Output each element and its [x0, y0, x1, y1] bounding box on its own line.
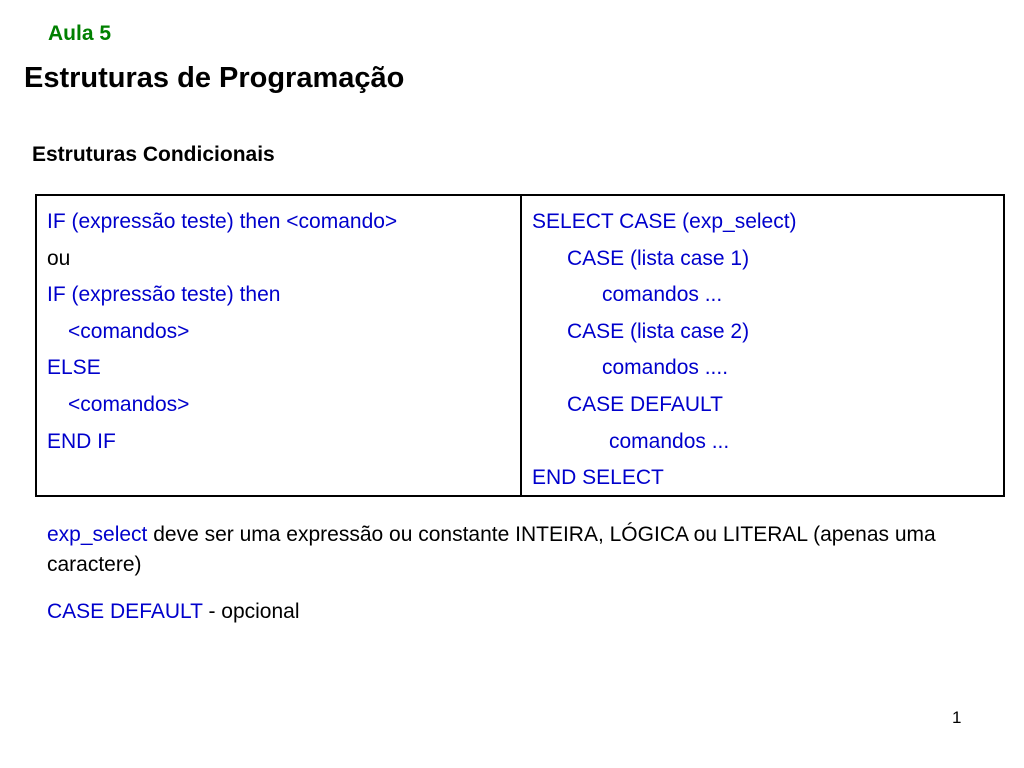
lesson-label: Aula 5	[48, 22, 112, 45]
note-keyword: exp_select	[47, 523, 148, 546]
select-case-column	[522, 196, 1003, 495]
note-text: - opcional	[202, 600, 300, 623]
commands-line: <comandos>	[68, 392, 190, 416]
commands-line: comandos ...	[602, 283, 723, 307]
exp-select-note	[47, 520, 997, 580]
else-line: ELSE	[47, 356, 101, 380]
commands-line: comandos ...	[609, 429, 730, 453]
commands-line: <comandos>	[68, 319, 190, 343]
slide-title: Estruturas de Programação	[24, 62, 405, 94]
page-number: 1	[952, 708, 962, 727]
end-select-line: END SELECT	[532, 466, 664, 490]
end-if-line: END IF	[47, 429, 116, 453]
case-line: CASE (lista case 2)	[567, 319, 750, 343]
select-case-line: SELECT CASE (exp_select)	[532, 210, 797, 233]
section-subtitle: Estruturas Condicionais	[32, 143, 275, 166]
if-line: IF (expressão teste) then <comando>	[47, 210, 398, 233]
case-line: CASE (lista case 1)	[567, 246, 750, 270]
case-default-line: CASE DEFAULT	[567, 392, 723, 416]
note-text: deve ser uma expressão ou constante INTEIRA, LÓGICA ou LITERAL (apenas uma caractere)	[47, 523, 936, 576]
note-keyword: CASE DEFAULT	[47, 600, 203, 623]
case-default-note	[47, 597, 997, 627]
if-line: IF (expressão teste) then	[47, 283, 281, 307]
commands-line: comandos ....	[602, 356, 729, 380]
if-column	[37, 196, 522, 495]
or-line: ou	[47, 246, 71, 270]
conditional-structures-table	[35, 194, 1005, 497]
